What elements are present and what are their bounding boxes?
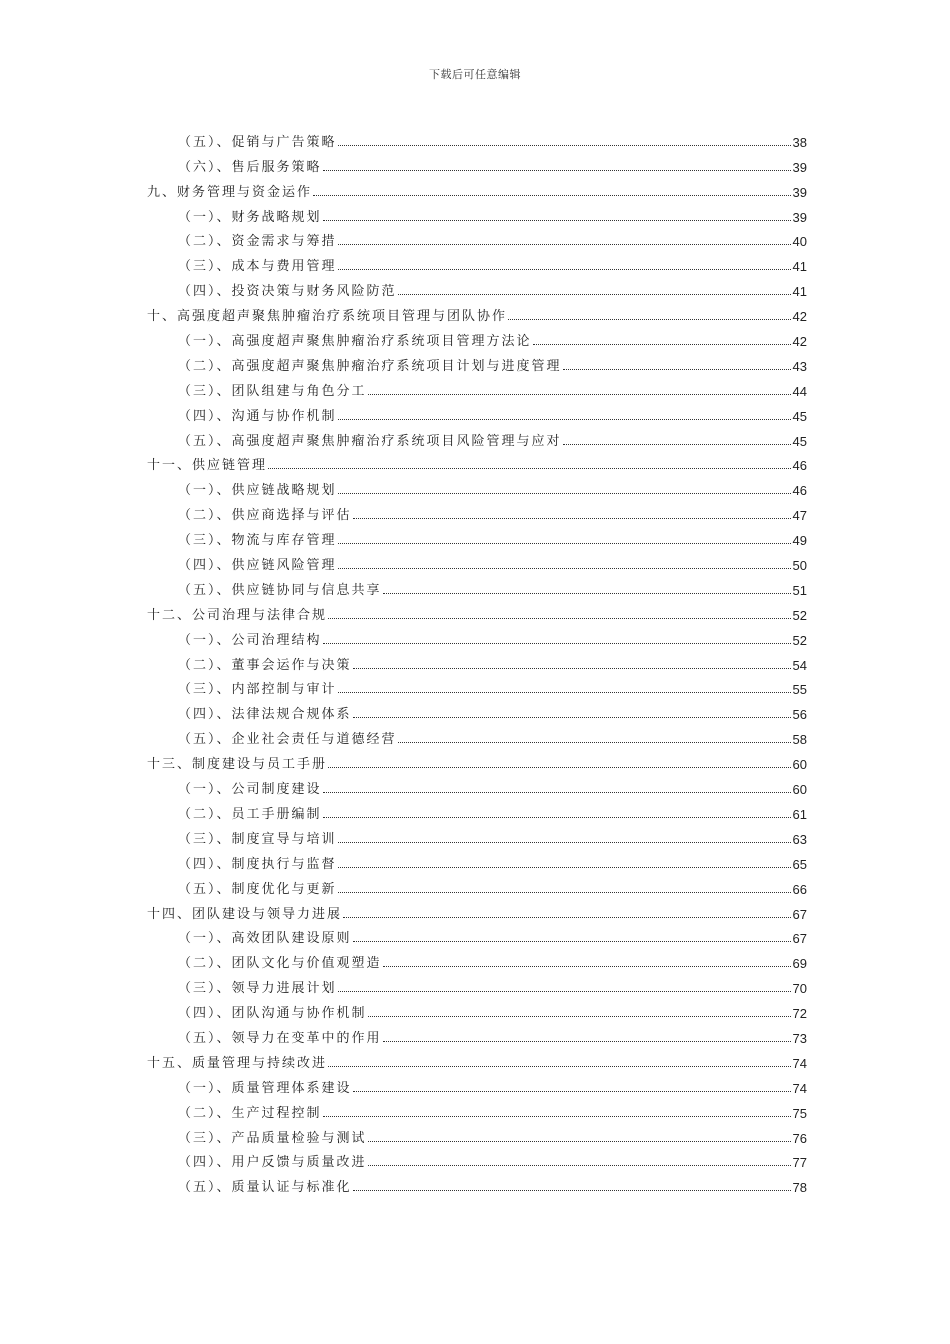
toc-dot-leader [323, 219, 791, 221]
toc-entry-title: （四）、团队沟通与协作机制 [178, 1006, 367, 1022]
toc-entry-title: （五）、企业社会责任与道德经营 [178, 732, 397, 748]
toc-page-number: 50 [792, 558, 807, 574]
toc-page-number: 42 [792, 309, 807, 325]
toc-section-entry[interactable] [147, 971, 807, 996]
toc-dot-leader [268, 467, 791, 469]
toc-page-number: 67 [792, 906, 807, 922]
toc-entry-title: （四）、投资决策与财务风险防范 [178, 284, 397, 300]
toc-dot-leader [353, 940, 791, 942]
toc-entry-title: （二）、资金需求与筹措 [178, 234, 337, 250]
toc-page-number: 67 [792, 931, 807, 947]
toc-entry-title: （一）、供应链战略规划 [178, 483, 337, 499]
toc-entry-title: （四）、沟通与协作机制 [178, 408, 337, 424]
toc-page-number: 43 [792, 358, 807, 374]
toc-section-entry[interactable] [147, 797, 807, 822]
toc-entry-title: （二）、团队文化与价值观塑造 [178, 956, 382, 972]
toc-entry-title: 十、高强度超声聚焦肿瘤治疗系统项目管理与团队协作 [147, 309, 508, 325]
page-header: 下载后可任意编辑 [429, 68, 521, 81]
toc-dot-leader [563, 368, 791, 370]
toc-dot-leader [328, 1065, 791, 1067]
toc-section-entry[interactable] [147, 399, 807, 424]
toc-section-entry[interactable] [147, 374, 807, 399]
toc-section-entry[interactable] [147, 1146, 807, 1171]
toc-entry-title: （四）、供应链风险管理 [178, 558, 337, 574]
toc-page-number: 38 [792, 134, 807, 150]
toc-section-entry[interactable] [147, 822, 807, 847]
toc-page-number: 39 [792, 209, 807, 225]
toc-section-entry[interactable] [147, 225, 807, 250]
toc-entry-title: （六）、售后服务策略 [178, 159, 322, 175]
toc-page-number: 76 [792, 1130, 807, 1146]
toc-dot-leader [353, 1189, 791, 1191]
toc-dot-leader [398, 741, 791, 743]
toc-dot-leader [338, 841, 791, 843]
toc-dot-leader [398, 293, 791, 295]
toc-page-number: 47 [792, 508, 807, 524]
toc-entry-title: （二）、生产过程控制 [178, 1105, 322, 1121]
toc-page-number: 52 [792, 632, 807, 648]
toc-page-number: 41 [792, 284, 807, 300]
toc-page-number: 42 [792, 334, 807, 350]
toc-dot-leader [338, 542, 791, 544]
toc-entry-title: 十四、团队建设与领导力进展 [147, 906, 343, 922]
toc-entry-title: （四）、制度执行与监督 [178, 856, 337, 872]
toc-chapter-entry[interactable] [147, 175, 807, 200]
toc-chapter-entry[interactable] [147, 747, 807, 772]
table-of-contents [147, 125, 807, 1195]
toc-section-entry[interactable] [147, 548, 807, 573]
toc-entry-title: （五）、领导力在变革中的作用 [178, 1030, 382, 1046]
toc-entry-title: （一）、高效团队建设原则 [178, 931, 352, 947]
toc-dot-leader [563, 443, 791, 445]
toc-section-entry[interactable] [147, 772, 807, 797]
toc-section-entry[interactable] [147, 1071, 807, 1096]
toc-dot-leader [368, 1015, 791, 1017]
toc-page-number: 49 [792, 533, 807, 549]
toc-section-entry[interactable] [147, 648, 807, 673]
toc-entry-title: （一）、财务战略规划 [178, 209, 322, 225]
toc-page-number: 39 [792, 159, 807, 175]
toc-dot-leader [353, 716, 791, 718]
toc-dot-leader [338, 866, 791, 868]
toc-page-number: 60 [792, 757, 807, 773]
toc-entry-title: （一）、公司制度建设 [178, 782, 322, 798]
toc-section-entry[interactable] [147, 200, 807, 225]
toc-dot-leader [533, 343, 791, 345]
toc-dot-leader [338, 567, 791, 569]
toc-dot-leader [383, 1040, 791, 1042]
toc-page-number: 75 [792, 1105, 807, 1121]
toc-dot-leader [338, 268, 791, 270]
toc-entry-title: 九、财务管理与资金运作 [147, 184, 313, 200]
toc-page-number: 65 [792, 856, 807, 872]
toc-dot-leader [353, 1090, 791, 1092]
toc-section-entry[interactable] [147, 872, 807, 897]
toc-entry-title: 十一、供应链管理 [147, 458, 268, 474]
toc-chapter-entry[interactable] [147, 299, 807, 324]
toc-dot-leader [368, 1140, 791, 1142]
toc-entry-title: （三）、成本与费用管理 [178, 259, 337, 275]
toc-section-entry[interactable] [147, 349, 807, 374]
toc-entry-title: （五）、供应链协同与信息共享 [178, 582, 382, 598]
toc-section-entry[interactable] [147, 125, 807, 150]
toc-chapter-entry[interactable] [147, 897, 807, 922]
toc-page-number: 52 [792, 607, 807, 623]
toc-dot-leader [383, 965, 791, 967]
toc-page-number: 61 [792, 806, 807, 822]
toc-dot-leader [368, 1164, 791, 1166]
toc-dot-leader [328, 766, 791, 768]
toc-page-number: 74 [792, 1080, 807, 1096]
toc-entry-title: （二）、董事会运作与决策 [178, 657, 352, 673]
toc-dot-leader [328, 617, 791, 619]
toc-page-number: 63 [792, 831, 807, 847]
toc-entry-title: （三）、团队组建与角色分工 [178, 383, 367, 399]
toc-dot-leader [323, 791, 791, 793]
toc-chapter-entry[interactable] [147, 598, 807, 623]
toc-entry-title: （五）、质量认证与标准化 [178, 1180, 352, 1196]
toc-page-number: 51 [792, 582, 807, 598]
toc-dot-leader [338, 243, 791, 245]
toc-section-entry[interactable] [147, 697, 807, 722]
toc-page-number: 78 [792, 1180, 807, 1196]
toc-page-number: 77 [792, 1155, 807, 1171]
toc-page-number: 58 [792, 732, 807, 748]
toc-entry-title: （二）、员工手册编制 [178, 806, 322, 822]
toc-section-entry[interactable] [147, 324, 807, 349]
toc-chapter-entry[interactable] [147, 449, 807, 474]
toc-dot-leader [353, 667, 791, 669]
toc-dot-leader [338, 691, 791, 693]
toc-section-entry[interactable] [147, 946, 807, 971]
toc-page-number: 45 [792, 433, 807, 449]
toc-section-entry[interactable] [147, 274, 807, 299]
toc-chapter-entry[interactable] [147, 1046, 807, 1071]
toc-page-number: 39 [792, 184, 807, 200]
toc-page-number: 55 [792, 682, 807, 698]
toc-dot-leader [323, 1115, 791, 1117]
toc-entry-title: （二）、高强度超声聚焦肿瘤治疗系统项目计划与进度管理 [178, 358, 562, 374]
toc-page-number: 46 [792, 458, 807, 474]
toc-section-entry[interactable] [147, 623, 807, 648]
toc-entry-title: （三）、制度宣导与培训 [178, 831, 337, 847]
toc-section-entry[interactable] [147, 673, 807, 698]
toc-dot-leader [338, 144, 791, 146]
toc-page-number: 66 [792, 881, 807, 897]
toc-section-entry[interactable] [147, 847, 807, 872]
toc-entry-title: 十三、制度建设与员工手册 [147, 757, 328, 773]
toc-page-number: 44 [792, 383, 807, 399]
toc-section-entry[interactable] [147, 922, 807, 947]
toc-page-number: 54 [792, 657, 807, 673]
toc-section-entry[interactable] [147, 722, 807, 747]
toc-dot-leader [323, 169, 791, 171]
toc-section-entry[interactable] [147, 996, 807, 1021]
toc-entry-title: （五）、高强度超声聚焦肿瘤治疗系统项目风险管理与应对 [178, 433, 562, 449]
toc-section-entry[interactable] [147, 1170, 807, 1195]
toc-dot-leader [323, 816, 791, 818]
toc-dot-leader [323, 642, 791, 644]
toc-entry-title: （三）、领导力进展计划 [178, 981, 337, 997]
toc-section-entry[interactable] [147, 523, 807, 548]
toc-section-entry[interactable] [147, 1021, 807, 1046]
toc-dot-leader [383, 592, 791, 594]
toc-page-number: 60 [792, 782, 807, 798]
toc-entry-title: （一）、公司治理结构 [178, 632, 322, 648]
toc-entry-title: （五）、制度优化与更新 [178, 881, 337, 897]
toc-dot-leader [353, 517, 791, 519]
toc-entry-title: （一）、质量管理体系建设 [178, 1080, 352, 1096]
toc-page-number: 40 [792, 234, 807, 250]
toc-page-number: 69 [792, 956, 807, 972]
toc-section-entry[interactable] [147, 150, 807, 175]
toc-dot-leader [343, 916, 791, 918]
toc-page-number: 46 [792, 483, 807, 499]
toc-page-number: 56 [792, 707, 807, 723]
toc-entry-title: （三）、物流与库存管理 [178, 533, 337, 549]
toc-dot-leader [338, 891, 791, 893]
toc-dot-leader [338, 990, 791, 992]
toc-section-entry[interactable] [147, 1121, 807, 1146]
toc-entry-title: （三）、产品质量检验与测试 [178, 1130, 367, 1146]
toc-page-number: 74 [792, 1055, 807, 1071]
toc-page-number: 73 [792, 1030, 807, 1046]
toc-section-entry[interactable] [147, 573, 807, 598]
toc-entry-title: 十五、质量管理与持续改进 [147, 1055, 328, 1071]
toc-dot-leader [368, 393, 791, 395]
toc-entry-title: （五）、促销与广告策略 [178, 134, 337, 150]
toc-page-number: 70 [792, 981, 807, 997]
toc-section-entry[interactable] [147, 498, 807, 523]
toc-dot-leader [313, 194, 791, 196]
toc-dot-leader [338, 492, 791, 494]
toc-entry-title: （三）、内部控制与审计 [178, 682, 337, 698]
toc-entry-title: 十二、公司治理与法律合规 [147, 607, 328, 623]
toc-dot-leader [508, 318, 791, 320]
toc-section-entry[interactable] [147, 424, 807, 449]
toc-dot-leader [338, 418, 791, 420]
toc-section-entry[interactable] [147, 1096, 807, 1121]
toc-entry-title: （一）、高强度超声聚焦肿瘤治疗系统项目管理方法论 [178, 334, 532, 350]
toc-entry-title: （二）、供应商选择与评估 [178, 508, 352, 524]
toc-page-number: 41 [792, 259, 807, 275]
toc-entry-title: （四）、法律法规合规体系 [178, 707, 352, 723]
toc-entry-title: （四）、用户反馈与质量改进 [178, 1155, 367, 1171]
toc-section-entry[interactable] [147, 249, 807, 274]
toc-section-entry[interactable] [147, 473, 807, 498]
toc-page-number: 45 [792, 408, 807, 424]
toc-page-number: 72 [792, 1006, 807, 1022]
